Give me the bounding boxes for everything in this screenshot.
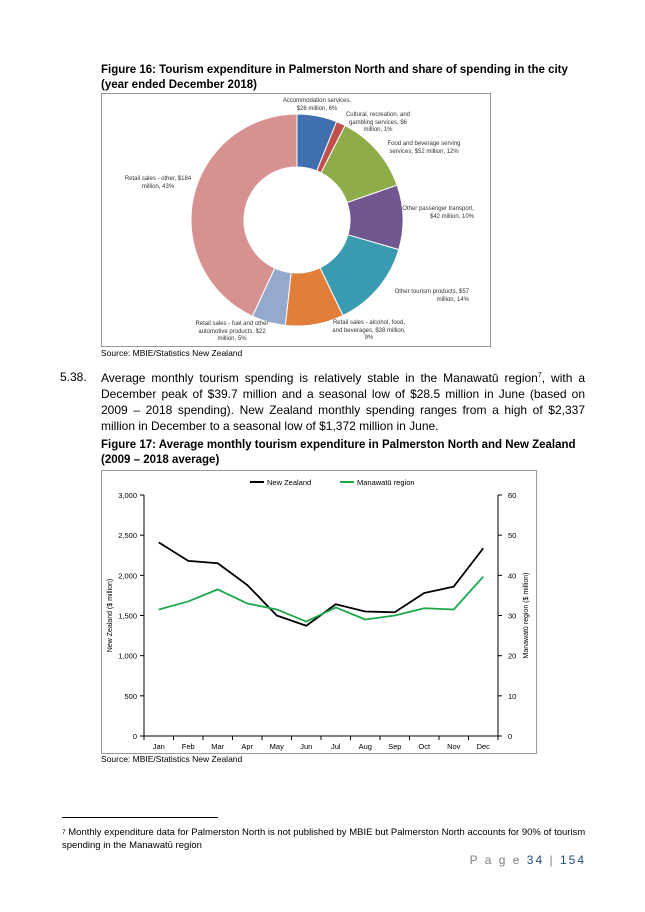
x-tick-label: Apr	[241, 742, 254, 751]
series-line-0	[159, 542, 484, 625]
figure-17-source: Source: MBIE/Statistics New Zealand	[101, 754, 243, 764]
line-chart	[102, 471, 536, 753]
donut-label-retail-other: Retail sales - other, $184 million, 43%	[124, 176, 192, 190]
x-tick-label: May	[269, 742, 284, 751]
page-label: P a g e	[469, 853, 522, 867]
legend-label-0: New Zealand	[267, 478, 312, 487]
donut-label-food-beverage: Food and beverage serving services, $52 million, 12%	[387, 141, 461, 155]
paragraph-number: 5.38.	[60, 370, 87, 384]
donut-label-cultural: Cultural, recreation, and gambling services, $6 million, 1%	[345, 112, 411, 133]
x-tick-label: Aug	[358, 742, 372, 751]
x-tick-label: Jul	[330, 742, 341, 751]
left-tick-label: 500	[124, 691, 137, 701]
paragraph-text-part2: , with a December peak of $39.7 million and a seasonal low of $28.5 million in June (based on 2009 – 2018 spending). New Zealand monthly spending ranges from a high of $2,337 million in December to a seasonal low of $1,372 million in June.	[101, 371, 585, 433]
footnote-text: Monthly expenditure data for Palmerston North is not published by MBIE but Palmerston North accounts for 90% of tourism spending in the Manawatū region	[62, 827, 586, 851]
x-tick-label: Sep	[388, 742, 402, 751]
y2-axis-title: Manawatū region ($ million)	[523, 572, 530, 659]
footnote	[62, 826, 587, 852]
x-tick-label: Mar	[211, 742, 225, 751]
footnote-number: 7	[62, 829, 66, 836]
legend-label-1: Manawatū region	[357, 478, 415, 487]
x-tick-label: Oct	[418, 742, 431, 751]
figure-16-title: Figure 16: Tourism expenditure in Palmerston North and share of spending in the city (year ended December 2018)	[101, 64, 568, 91]
right-tick-label: 30	[508, 611, 517, 621]
line-chart-frame	[101, 470, 537, 754]
figure-17-title: Figure 17: Average monthly tourism expenditure in Palmerston North and New Zealand (2009 – 2018 average)	[101, 439, 576, 466]
donut-label-retail-alcohol: Retail sales - alcohol, food, and beverages, $38 million, 9%	[332, 320, 406, 341]
donut-label-other-tourism: Other tourism products, $57 million, 14%	[394, 289, 469, 303]
x-tick-label: Jun	[300, 742, 313, 751]
footnote-ref: 7	[537, 372, 542, 379]
left-tick-label: 1,000	[118, 651, 137, 661]
page-total: 154	[559, 853, 586, 867]
x-tick-label: Feb	[181, 742, 195, 751]
series-line-1	[159, 577, 484, 622]
paragraph-text-part1: Average monthly tourism spending is relatively stable in the Manawatū region	[101, 371, 538, 385]
page-separator: |	[549, 853, 555, 867]
right-tick-label: 60	[508, 491, 517, 500]
footnote-divider	[62, 817, 218, 818]
x-tick-label: Dec	[476, 742, 490, 751]
right-tick-label: 50	[508, 531, 517, 541]
right-tick-label: 40	[508, 571, 517, 581]
right-tick-label: 20	[508, 651, 517, 661]
right-tick-label: 0	[508, 732, 513, 741]
donut-label-accommodation: Accommodation services, $26 million, 6%	[282, 98, 352, 112]
y-axis-title: New Zealand ($ million)	[107, 578, 114, 653]
page-number	[460, 853, 586, 867]
paragraph-text	[101, 370, 585, 434]
x-tick-label: Jan	[152, 742, 165, 751]
left-tick-label: 3,000	[118, 491, 137, 500]
right-tick-label: 10	[508, 691, 517, 701]
figure-16-source: Source: MBIE/Statistics New Zealand	[101, 348, 243, 358]
donut-chart-frame	[101, 93, 491, 347]
left-tick-label: 2,000	[118, 571, 137, 581]
left-tick-label: 2,500	[118, 531, 137, 541]
x-tick-label: Nov	[447, 742, 461, 751]
donut-label-retail-fuel: Retail sales - fuel and other automotive products, $22 million, 5%	[195, 321, 269, 342]
donut-label-passenger-transport: Other passenger transport, $42 million, 10%	[402, 206, 474, 220]
left-tick-label: 0	[132, 732, 137, 741]
page-current: 34	[526, 853, 545, 867]
left-tick-label: 1,500	[118, 611, 137, 621]
